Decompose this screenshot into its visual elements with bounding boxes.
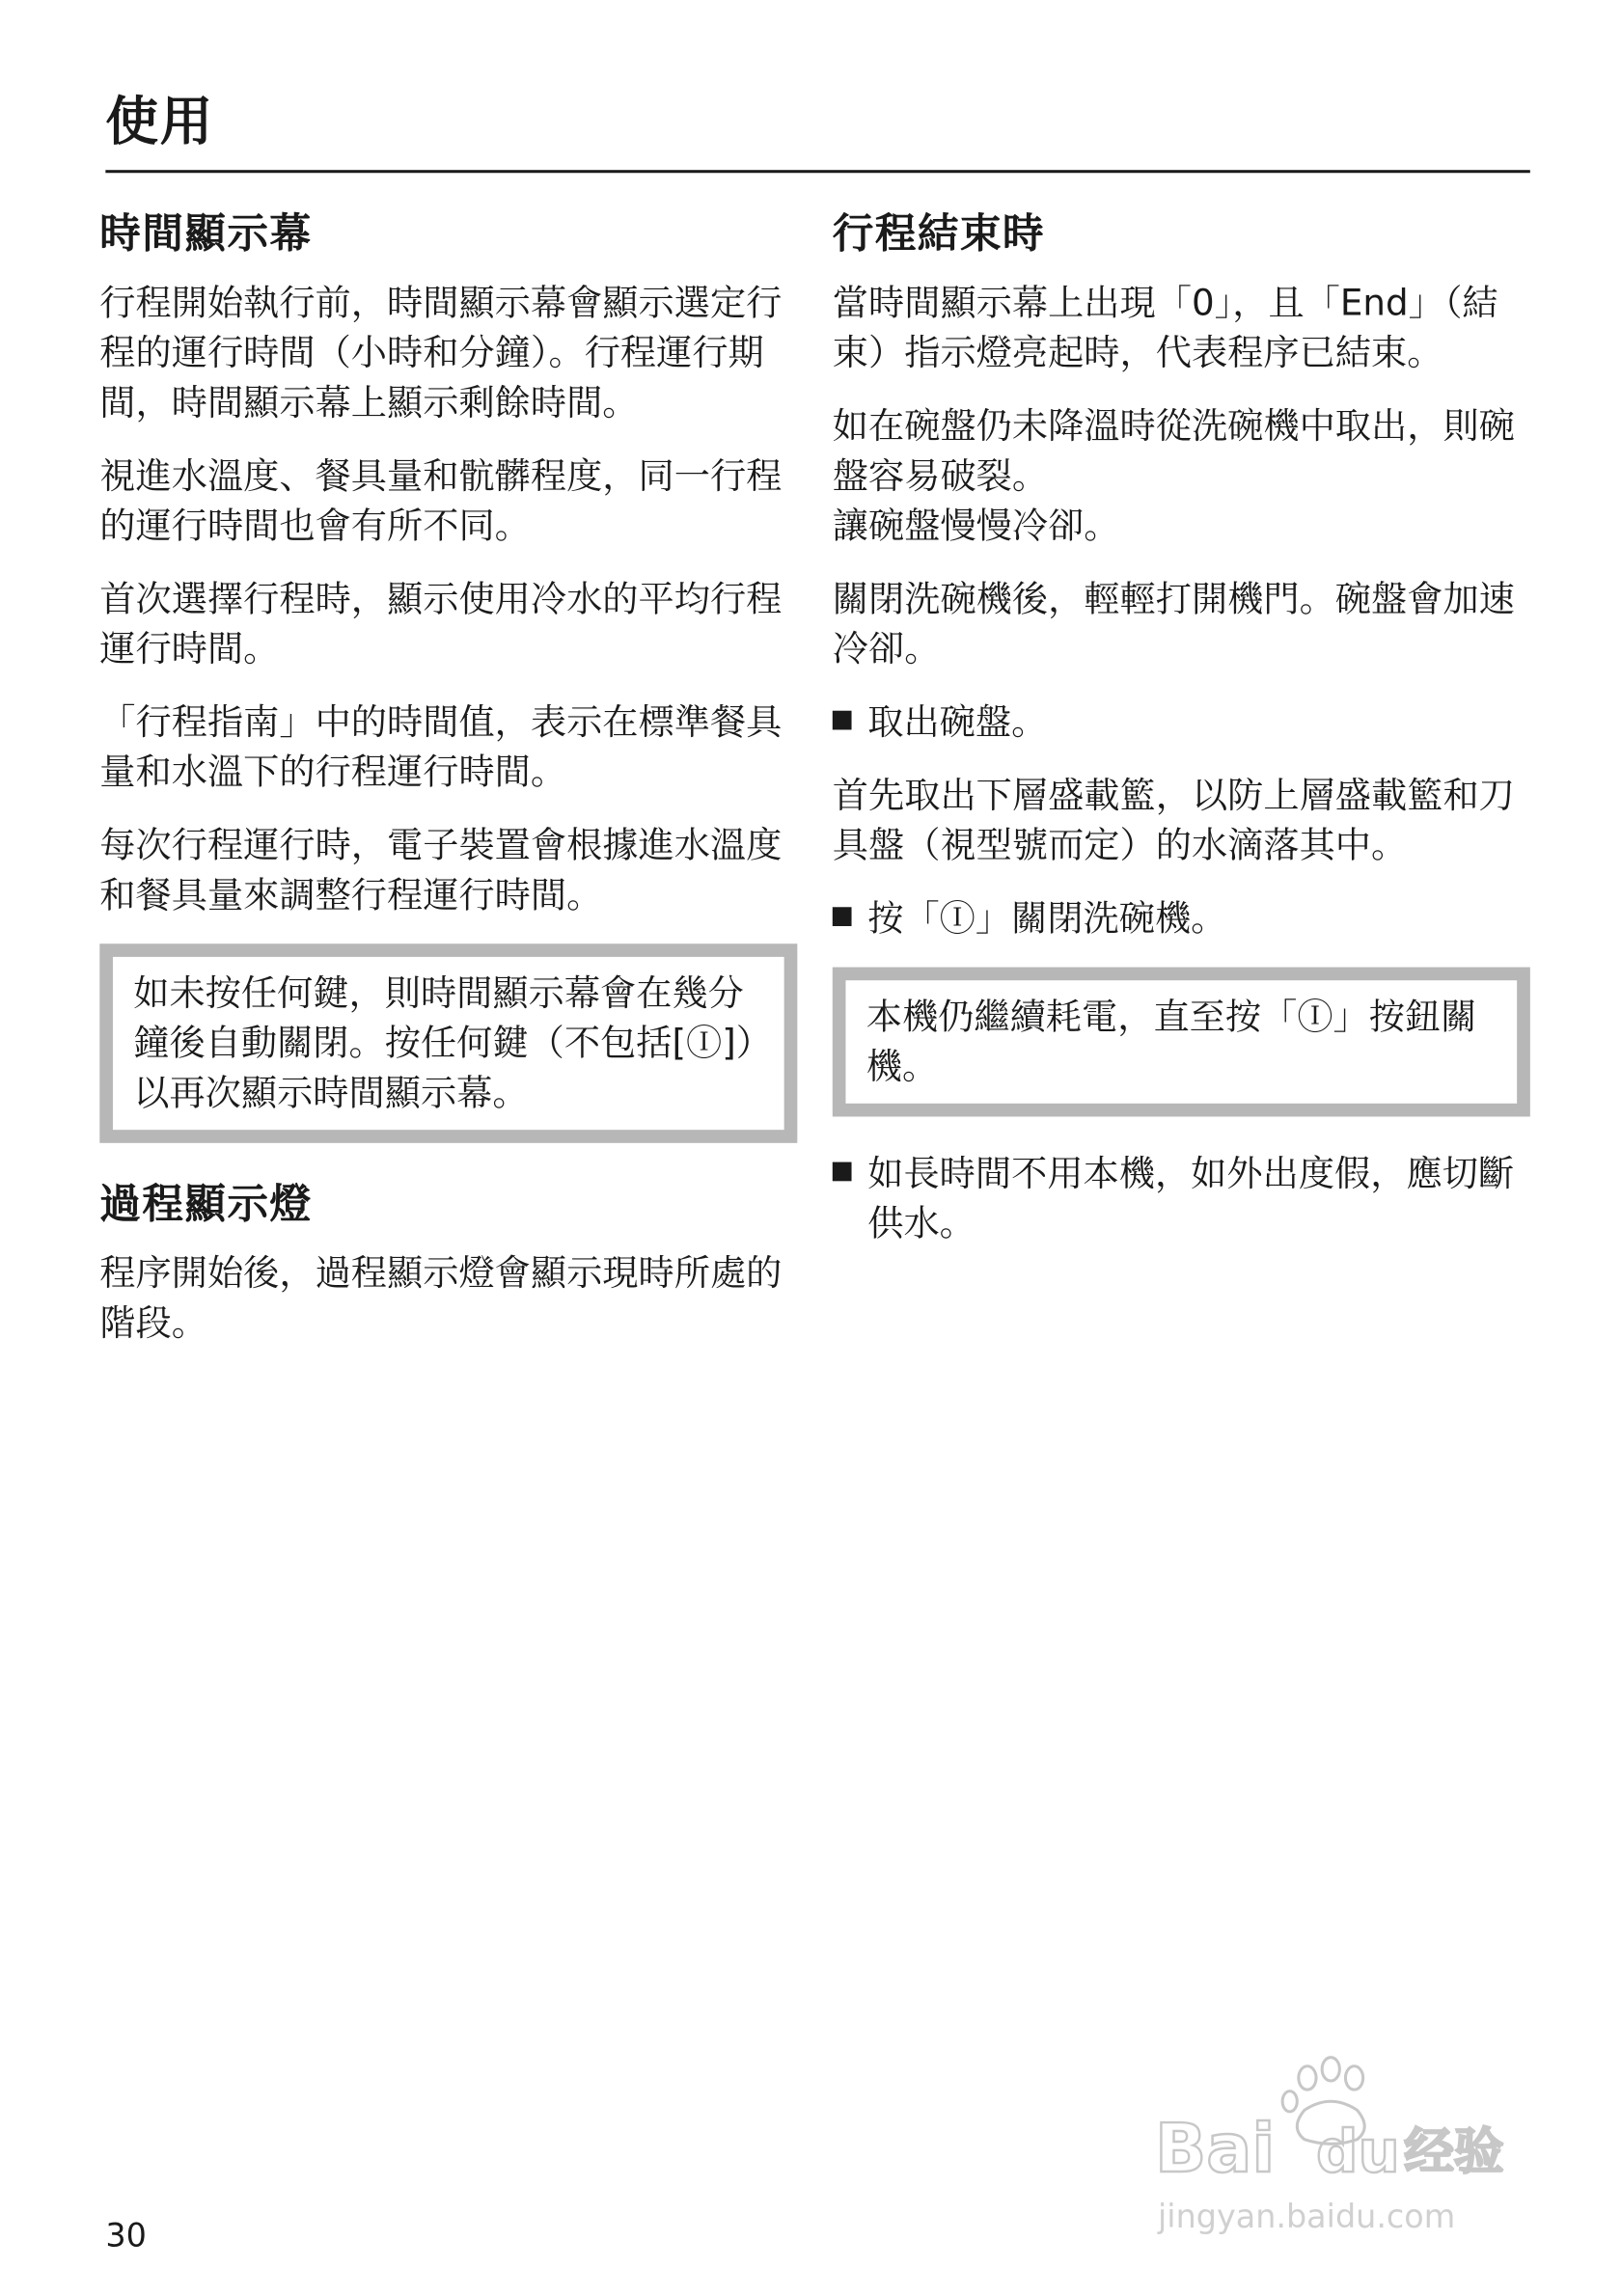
paragraph: 首先取出下層盛載籃，以防上層盛載籃和刀具盤（視型號而定）的水滴落其中。 [832,774,1515,866]
left-column [99,205,797,1372]
heading-process-indicator: 過程顯示燈 [99,1179,313,1228]
heading-program-end: 行程結束時 [832,209,1046,259]
note-text: 如未按任何鍵，則時間顯示幕會在幾分鐘後自動關閉。按任何鍵（不包括[Ⓘ]）以再次顯示時間顯示幕。 [133,971,755,1114]
bullet-item [833,1149,1530,1248]
bullet-text: 按「Ⓘ」關閉洗碗機。 [867,896,1227,940]
bullet-square-icon [833,697,867,748]
paragraph: 首次選擇行程時，顯示使用冷水的平均行程運行時間。 [99,577,783,670]
bullet-item [833,697,1530,748]
svg-text:jingyan.baidu.com: jingyan.baidu.com [1158,2197,1456,2235]
baidu-watermark-logo [1143,2052,1539,2242]
note-box [833,968,1530,1117]
paragraph: 讓碗盤慢慢冷卻。 [832,504,1120,547]
title-divider [105,170,1529,173]
heading-time-display: 時間顯示幕 [99,209,313,259]
bullet-square-icon [833,894,867,944]
bullet-square-icon [833,1149,867,1248]
bullet-item [833,894,1530,944]
paragraph: 視進水溫度、餐具量和骯髒程度，同一行程的運行時間也會有所不同。 [99,453,783,547]
note-box [99,943,797,1143]
page-title: 使用 [105,92,214,152]
paragraph: 「行程指南」中的時間值，表示在標準餐具量和水溫下的行程運行時間。 [99,700,783,793]
paragraph: 關閉洗碗機後，輕輕打開機門。碗盤會加速冷卻。 [832,577,1515,670]
bullet-text: 如長時間不用本機，如外出度假，應切斷供水。 [867,1151,1515,1244]
bullet-text: 取出碗盤。 [867,700,1048,744]
paragraph: 程序開始後，過程顯示燈會顯示現時所處的階段。 [99,1251,783,1344]
paragraph: 如在碗盤仍未降溫時從洗碗機中取出，則碗盤容易破裂。 [832,404,1515,497]
paragraph: 當時間顯示幕上出現「0」，且「End」（結束）指示燈亮起時，代表程序已結束。 [832,281,1498,374]
page-number: 30 [105,2218,147,2255]
svg-text:经验: 经验 [1404,2123,1504,2182]
paragraph: 每次行程運行時，電子裝置會根據進水溫度和餐具量來調整行程運行時間。 [99,823,783,916]
svg-text:du: du [1316,2118,1400,2187]
note-text: 本機仍繼續耗電，直至按「Ⓘ」按鈕關機。 [865,995,1477,1088]
svg-text:Bai: Bai [1154,2110,1276,2189]
paragraph: 行程開始執行前，時間顯示幕會顯示選定行程的運行時間（小時和分鐘）。行程運行期間，時間顯示幕上顯示剩餘時間。 [99,281,783,424]
right-column [833,205,1530,1272]
